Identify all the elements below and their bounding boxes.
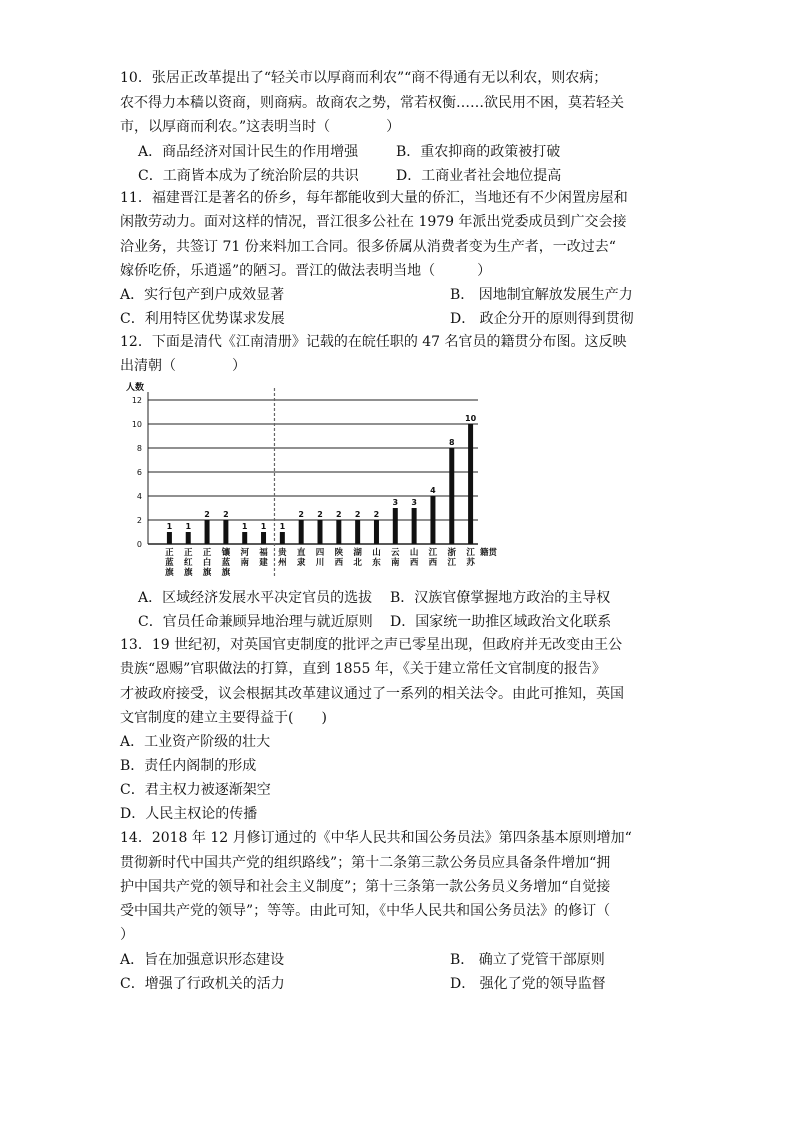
q11-line-2: 闲散劳动力。面对这样的情况，晋江很多公社在 1979 年派出党委成员到广交会接 <box>120 214 627 230</box>
bar <box>186 532 191 544</box>
q10-line-3: 市，以厚商而利农。”这表明当时（ ） <box>120 119 401 135</box>
x-tick-label: 云 <box>391 548 400 558</box>
bar-value-label: 1 <box>185 522 192 531</box>
x-tick-label: 河 <box>240 548 249 558</box>
x-tick-label: 旗 <box>221 568 231 578</box>
x-tick-label: 四 <box>315 548 325 558</box>
x-tick-label: 福 <box>259 548 268 558</box>
x-tick-label: 建 <box>259 558 268 568</box>
bar-value-label: 8 <box>448 438 455 447</box>
q10-options-row-2 <box>138 166 562 186</box>
bar <box>261 532 266 544</box>
q14-option-a[interactable]: A．旨在加强意识形态建设 <box>120 952 285 968</box>
x-tick-label: 蓝 <box>165 558 174 568</box>
bar-value-label: 2 <box>204 510 210 519</box>
bar <box>355 520 360 544</box>
bar-value-label: 2 <box>373 510 380 519</box>
q14-line-2: 贯彻新时代中国共产党的组织路线”；第十二条第三款公务员应具备条件增加“拥 <box>120 855 611 871</box>
officials-origin-bar-chart <box>120 380 520 580</box>
q14-line-4: 受中国共产党的领导”；等等。由此可知，《中华人民共和国公务员法》的修订（ <box>120 903 611 919</box>
y-tick-label: 2 <box>136 516 142 525</box>
bar <box>412 508 417 544</box>
q10-options-row-1 <box>138 142 561 162</box>
bar-value-label: 2 <box>223 510 229 519</box>
x-tick-label: 隶 <box>296 558 306 568</box>
bar-value-label: 4 <box>430 486 436 495</box>
x-tick-label: 江 <box>447 558 457 568</box>
x-tick-label: 贵 <box>278 548 287 558</box>
bar-value-label: 1 <box>260 522 267 531</box>
y-tick-label: 8 <box>136 444 142 453</box>
q13-line-3: 才被政府接受，议会根据其改革建议通过了一系列的相关法令。由此可推知，英国 <box>120 686 624 702</box>
bar <box>449 448 454 544</box>
bar-value-label: 2 <box>298 510 304 519</box>
bar <box>468 424 473 544</box>
q13-line-2: 贵族“恩赐”官职做法的打算，直到 1855 年，《关于建立常任文官制度的报告》 <box>120 661 606 677</box>
y-tick-label: 0 <box>136 540 142 549</box>
q14-options-row-1 <box>120 950 605 970</box>
q11-option-a[interactable]: A．实行包产到户成效显著 <box>120 287 285 303</box>
x-tick-label: 山 <box>409 548 419 558</box>
bar-value-label: 3 <box>392 498 399 507</box>
q13-option-a[interactable]: A．工业资产阶级的壮大 <box>120 734 271 750</box>
q10-option-a[interactable]: A．商品经济对国计民生的作用增强 <box>138 144 359 160</box>
q13-line-4: 文官制度的建立主要得益于( ) <box>120 710 327 726</box>
q12-option-a[interactable]: A．区域经济发展水平决定官员的选拔 <box>138 590 373 606</box>
q13-option-d[interactable]: D．人民主权论的传播 <box>120 806 258 822</box>
q11-option-b[interactable]: B． 因地制宜解放发展生产力 <box>450 287 633 303</box>
y-tick-label: 4 <box>136 492 142 501</box>
bar <box>242 532 247 544</box>
q11-line-4: 嫁侨吃侨，乐逍遥”的陋习。晋江的做法表明当地（ ） <box>120 263 492 279</box>
q13-option-c[interactable]: C．君主权力被逐渐架空 <box>120 782 271 798</box>
x-tick-label: 山 <box>372 548 381 558</box>
q10-option-d[interactable]: D．工商业者社会地位提高 <box>396 168 562 184</box>
q14-line-5: ） <box>120 927 134 943</box>
bar <box>205 520 210 544</box>
q10-option-c[interactable]: C．工商皆本成为了统治阶层的共识 <box>138 168 359 184</box>
q11-options-row-2 <box>120 309 634 329</box>
x-tick-label: 江 <box>466 548 475 558</box>
q11-option-d[interactable]: D． 政企分开的原则得到贯彻 <box>450 311 634 327</box>
bar <box>223 520 228 544</box>
bar <box>374 520 379 544</box>
x-tick-label: 江 <box>428 548 438 558</box>
q13-option-b[interactable]: B．责任内阁制的形成 <box>120 758 257 774</box>
x-tick-label: 正 <box>183 548 193 558</box>
q14-options-row-2 <box>120 974 606 994</box>
q12-options-row-1 <box>138 588 611 608</box>
q14-line-1: 14．2018 年 12 月修订通过的《中华人民共和国公务员法》第四条基本原则增加“ <box>120 830 632 846</box>
bar-value-label: 2 <box>317 510 323 519</box>
x-tick-label: 旗 <box>165 568 174 578</box>
x-tick-label: 川 <box>315 558 325 568</box>
bar-value-label: 2 <box>336 510 342 519</box>
q12-line-2: 出清朝（ ） <box>120 358 246 374</box>
x-tick-label: 湖 <box>353 548 362 558</box>
q12-line-1: 12．下面是清代《江南清册》记载的在皖任职的 47 名官员的籍贯分布图。这反映 <box>120 334 627 350</box>
bar-value-label: 2 <box>354 510 361 519</box>
x-tick-label: 西 <box>428 558 438 568</box>
q11-line-1: 11．福建晋江是著名的侨乡，每年都能收到大量的侨汇，当地还有不少闲置房屋和 <box>120 190 628 206</box>
x-tick-label: 陕 <box>334 548 344 558</box>
bar <box>336 520 341 544</box>
y-axis-label: 人数 <box>126 383 145 393</box>
y-tick-label: 12 <box>131 396 142 405</box>
bar-value-label: 1 <box>241 522 248 531</box>
x-tick-label: 苏 <box>466 558 475 568</box>
q12-option-d[interactable]: D．国家统一助推区域政治文化联系 <box>390 614 612 630</box>
x-tick-label: 直 <box>296 548 306 558</box>
q14-line-3: 护中国共产党的领导和社会主义制度”；第十三条第一款公务员义务增加“自觉接 <box>120 879 611 895</box>
q14-option-c[interactable]: C．增强了行政机关的活力 <box>120 976 285 992</box>
bar <box>167 532 172 544</box>
q10-line-2: 农不得力本穑以资商，则商病。故商农之势，常若权衡……欲民用不困，莫若轻关 <box>120 95 624 111</box>
q13-line-1: 13．19 世纪初，对英国官吏制度的批评之声已零星出现，但政府并无改变由王公 <box>120 637 623 653</box>
bar <box>393 508 398 544</box>
bar-value-label: 10 <box>465 414 477 423</box>
x-tick-label: 旗 <box>183 568 193 578</box>
x-tick-label: 旗 <box>202 568 212 578</box>
x-tick-label: 州 <box>278 558 287 568</box>
q10-option-b[interactable]: B．重农抑商的政策被打破 <box>396 144 561 160</box>
x-tick-label: 正 <box>165 548 174 558</box>
x-tick-label: 白 <box>202 558 212 568</box>
x-tick-label: 东 <box>372 558 381 568</box>
x-tick-label: 蓝 <box>221 558 231 568</box>
x-tick-label: 西 <box>409 558 419 568</box>
x-tick-label: 南 <box>240 558 249 568</box>
x-tick-label: 正 <box>202 548 212 558</box>
x-tick-label: 镶 <box>221 548 231 558</box>
q10-line-1: 10．张居正改革提出了“轻关市以厚商而利农”“商不得通有无以利农，则农病； <box>120 70 608 86</box>
bar-value-label: 1 <box>166 522 173 531</box>
q14-option-b[interactable]: B． 确立了党管干部原则 <box>450 952 605 968</box>
bar <box>280 532 285 544</box>
y-tick-label: 10 <box>131 420 142 429</box>
bar-value-label: 3 <box>411 498 417 507</box>
bar <box>318 520 323 544</box>
q12-options-row-2 <box>138 612 612 632</box>
bar-value-label: 1 <box>279 522 286 531</box>
bar <box>430 496 435 544</box>
x-tick-label: 浙 <box>447 548 457 558</box>
x-tick-label: 北 <box>353 558 362 568</box>
y-tick-label: 6 <box>136 468 142 477</box>
q14-option-d[interactable]: D． 强化了党的领导监督 <box>450 976 606 992</box>
bar <box>299 520 304 544</box>
q11-line-3: 洽业务，共签订 71 份来料加工合同。很多侨属从消费者变为生产者，一改过去“ <box>120 239 616 255</box>
q11-option-c[interactable]: C．利用特区优势谋求发展 <box>120 311 285 327</box>
x-axis-label: 籍贯 <box>480 548 498 558</box>
x-tick-label: 西 <box>334 558 344 568</box>
q11-options-row-1 <box>120 285 633 305</box>
x-tick-label: 红 <box>183 558 193 568</box>
q12-option-c[interactable]: C．官员任命兼顾异地治理与就近原则 <box>138 614 373 630</box>
x-tick-label: 南 <box>391 558 400 568</box>
q12-option-b[interactable]: B．汉族官僚掌握地方政治的主导权 <box>390 590 611 606</box>
